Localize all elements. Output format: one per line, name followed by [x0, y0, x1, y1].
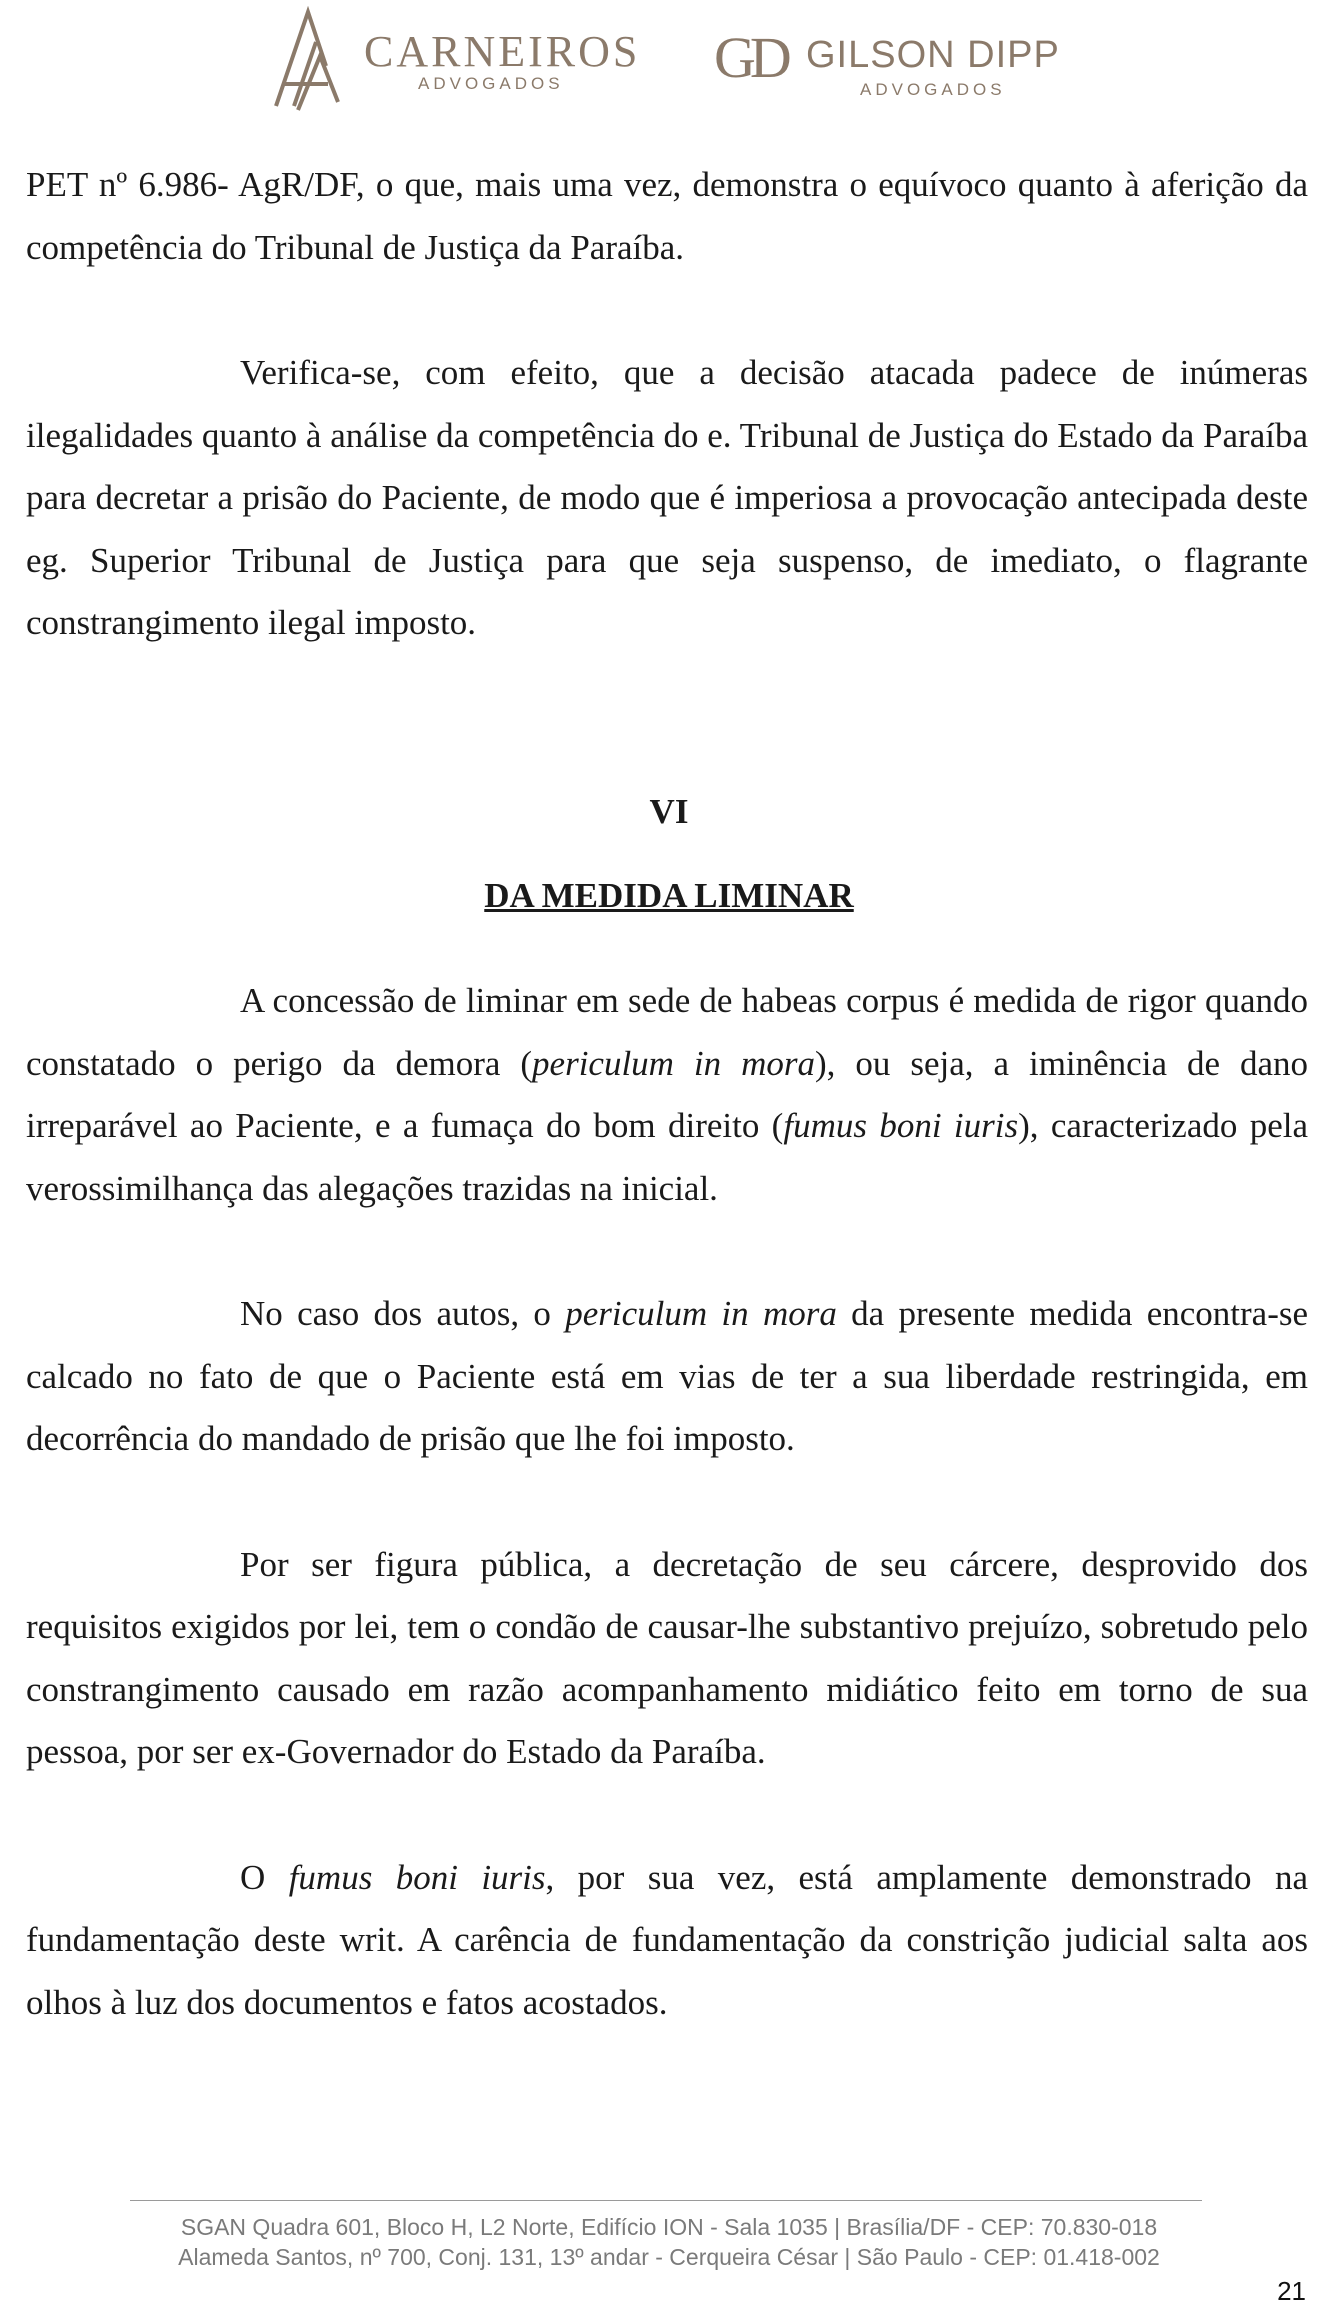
carneiros-subtitle: ADVOGADOS	[418, 74, 564, 93]
footer-address-brasilia: SGAN Quadra 601, Bloco H, L2 Norte, Edifício ION - Sala 1035 | Brasília/DF - CEP: 70.830-018	[180, 2214, 1158, 2240]
footer-divider	[130, 2200, 1202, 2201]
carneiros-name: CARNEIROS	[364, 27, 641, 76]
section-title: DA MEDIDA LIMINAR	[484, 876, 854, 915]
text-segment: A concessão de liminar em sede de habeas corpus é medida de rigor quando constatado o perigo da demora (	[26, 981, 1308, 1083]
paragraph-fumus	[26, 1847, 1308, 2035]
gd-monogram: GD	[714, 25, 786, 90]
body-section	[26, 970, 1308, 2034]
text-segment: ), ou seja, a iminência de dano irreparável ao Paciente, e a fumaça do bom direito (	[26, 1043, 1308, 1145]
section-number: VI	[649, 792, 689, 831]
text-segment: No caso dos autos, o	[240, 1294, 566, 1333]
text-segment: da presente medida encontra-se calcado no fato de que o Paciente está em vias de ter a sua liberdade restringida, em decorrência do mandado de prisão que lhe foi imposto.	[26, 1294, 1309, 1458]
text-segment: Verifica-se, com efeito, que a decisão atacada padece de inúmeras ilegalidades quanto à análise da competência do e. Tribunal de Justiça do Estado da Paraíba para decretar a prisão do Paciente, de modo que é imperiosa a provocação antecipada deste eg. Superior Tribunal de Justiça para que seja suspenso, de imediato, o flagrante constrangimento ilegal imposto.	[26, 353, 1308, 642]
paragraph-pet-reference	[26, 154, 1308, 279]
italic-term: periculum in mora	[532, 1043, 816, 1083]
paragraph-periculum	[26, 1283, 1308, 1471]
carneiros-monogram-icon	[268, 6, 368, 116]
text-segment: Por ser figura pública, a decretação de seu cárcere, desprovido dos requisitos exigidos por lei, tem o condão de causar-lhe substantivo prejuízo, sobretudo pelo constrangimento causado em razão acompanhamento midiático feito em torno de sua pessoa, por ser ex-Governador do Estado da Paraíba.	[26, 1544, 1308, 1771]
carneiros-logo	[268, 6, 641, 116]
italic-term: fumus boni iuris	[288, 1857, 546, 1897]
text-segment: , por sua vez, está amplamente demonstrado na fundamentação deste writ. A carência de fundamentação da constrição judicial salta aos olhos à luz dos documentos e fatos acostados.	[26, 1857, 1308, 2022]
text-segment: O	[240, 1857, 289, 1897]
text-segment: ), caracterizado pela verossimilhança das alegações trazidas na inicial.	[26, 1106, 1308, 1208]
italic-term: fumus boni iuris	[783, 1106, 1019, 1145]
body-top	[26, 154, 1308, 655]
gilson-dipp-logo	[708, 20, 1068, 110]
paragraph-figura-publica	[26, 1534, 1308, 1784]
gilson-dipp-subtitle: ADVOGADOS	[860, 80, 1006, 99]
footer-address-sao-paulo: Alameda Santos, nº 700, Conj. 131, 13º andar - Cerqueira César | São Paulo - CEP: 01.418-002	[178, 2244, 1160, 2270]
paragraph-competencia	[26, 342, 1308, 655]
text-segment: PET nº 6.986- AgR/DF, o que, mais uma vez, demonstra o equívoco quanto à aferição da competência do Tribunal de Justiça da Paraíba.	[26, 165, 1308, 267]
letterhead	[0, 6, 1338, 116]
italic-term: periculum in mora	[565, 1294, 837, 1333]
page-number: 21	[1277, 2276, 1306, 2306]
paragraph-liminar	[26, 970, 1308, 1220]
gilson-dipp-name: GILSON DIPP	[806, 34, 1060, 76]
